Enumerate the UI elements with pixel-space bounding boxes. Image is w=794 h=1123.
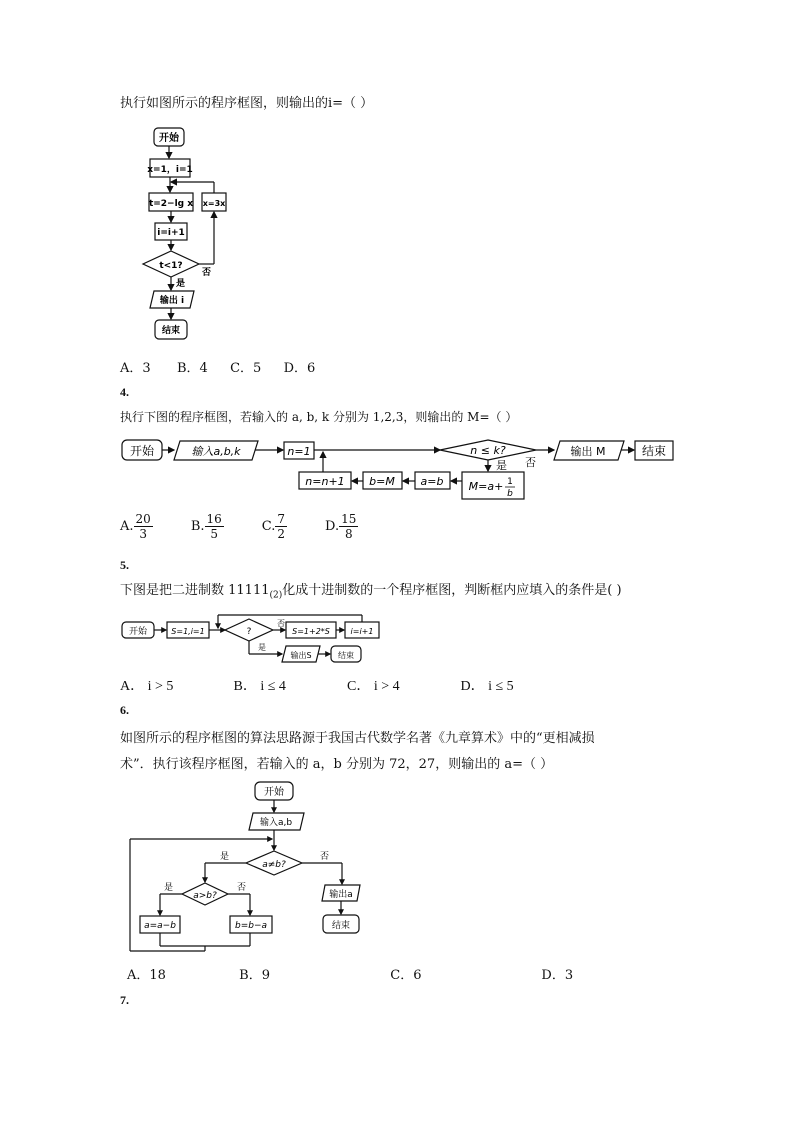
q6-stem — [120, 726, 595, 778]
q6-flowchart — [120, 778, 380, 958]
q3-loop-text: x=3x — [202, 199, 226, 208]
q5-flowchart — [118, 612, 388, 664]
q4-cond-text: n ≤ k? — [470, 444, 506, 457]
q3-stem: 执行如图所示的程序框图，则输出的i=（ ） — [120, 96, 374, 111]
q3-flowchart — [140, 122, 250, 347]
q5-s-text: S=1+2*S — [292, 627, 330, 636]
q4-input-text: 输入a,b,k — [191, 445, 241, 458]
q4-option-b[interactable]: B. $\frac{16}{5}$ — [190, 512, 222, 541]
q4-option-a[interactable]: A. $\frac{20}{3}$ — [120, 512, 151, 541]
q4-m-den: b — [507, 489, 513, 499]
q4-option-d[interactable]: D. $\frac{15}{8}$ — [325, 512, 357, 541]
q5-number: 5. — [120, 558, 129, 572]
q3-yes-text: 是 — [176, 279, 186, 289]
q3-option-c[interactable]: C．5 — [230, 361, 262, 376]
q6-yes2-text: 是 — [164, 883, 174, 893]
q4-m-num: 1 — [507, 477, 513, 487]
q6-input-text: 输入a,b — [259, 818, 293, 828]
q5-inc-text: i=i+1 — [350, 627, 374, 636]
q5-yes-text: 是 — [258, 643, 266, 652]
q4-yes-text: 是 — [496, 459, 507, 472]
q5-end-text: 结束 — [338, 651, 354, 660]
q6-number: 6. — [120, 703, 129, 717]
q3-end-text: 结束 — [161, 326, 181, 336]
q3-no-text: 否 — [202, 268, 212, 278]
q4-ab-text: a=b — [420, 475, 444, 488]
q4-options — [120, 512, 358, 541]
q6-yes-text: 是 — [220, 852, 230, 862]
q6-option-c[interactable]: C．6 — [390, 968, 422, 983]
q5-option-c[interactable]: C． i > 4 — [347, 679, 400, 694]
q4-inc-text: n=n+1 — [305, 475, 345, 488]
q5-init-text: S=1,i=1 — [171, 627, 205, 636]
q4-m-text: M=a+ — [468, 480, 504, 493]
q6-options — [127, 964, 573, 983]
q3-option-a[interactable]: A．3 — [120, 361, 151, 376]
q6-stem-line-1: 如图所示的程序框图的算法思路源于我国古代数学名著《九章算术》中的“更相减损 — [120, 731, 595, 746]
q3-options — [120, 357, 315, 376]
q6-out-text: 输出a — [329, 890, 353, 900]
q6-left-text: a=a−b — [144, 921, 176, 931]
q6-stem-line-2: 术”．执行该程序框图，若输入的 a，b 分别为 72，27，则输出的 a=（ ） — [120, 757, 554, 772]
q4-option-c[interactable]: C. $\frac{7}{2}$ — [261, 512, 286, 541]
q4-bm-text: b=M — [369, 475, 395, 488]
q5-option-a[interactable]: A． i > 5 — [120, 679, 174, 694]
q6-option-a[interactable]: A．18 — [127, 968, 166, 983]
q6-end-text: 结束 — [331, 921, 351, 931]
q6-option-d[interactable]: D．3 — [541, 968, 574, 983]
q3-start-text: 开始 — [159, 133, 179, 144]
q6-right-text: b=b−a — [234, 921, 268, 931]
q4-start-text: 开始 — [129, 444, 155, 458]
q3-cond-text: t<1? — [159, 261, 183, 271]
q6-no2-text: 否 — [237, 883, 247, 893]
q7-number: 7. — [120, 993, 129, 1007]
q4-no-text: 否 — [525, 456, 536, 469]
q5-option-d[interactable]: D． i ≤ 5 — [460, 679, 514, 694]
q5-stem: 下图是把二进制数 $11111_{(2)}$化成十进制数的一个程序框图，判断框内应填入的条件是( ) — [120, 583, 622, 601]
q4-flowchart — [118, 432, 678, 504]
q5-no-text: 否 — [277, 619, 285, 628]
q5-cond-text: ? — [246, 627, 252, 637]
q6-no-text: 否 — [320, 852, 330, 862]
q6-option-b[interactable]: B．9 — [239, 968, 270, 983]
q5-options — [120, 675, 514, 695]
q5-start-text: 开始 — [128, 627, 148, 637]
q3-init-text: x=1，i=1 — [147, 165, 193, 175]
q4-out-text: 输出 M — [570, 445, 606, 458]
q4-init-text: n=1 — [287, 445, 311, 458]
q4-end-text: 结束 — [641, 444, 667, 458]
q3-option-d[interactable]: D．6 — [283, 361, 316, 376]
q5-out-text: 输出S — [290, 651, 312, 660]
q3-out-text: 输出 i — [159, 296, 185, 306]
q4-stem: 执行下图的程序框图，若输入的 a, b, k 分别为 1,2,3，则输出的 M=（ ） — [120, 410, 518, 424]
q6-cond1-text: a≠b? — [262, 860, 286, 870]
q4-number: 4. — [120, 385, 129, 399]
q3-inc-text: i=i+1 — [157, 228, 185, 238]
q6-start-text: 开始 — [264, 787, 284, 798]
q3-option-b[interactable]: B．4 — [176, 361, 208, 376]
q6-cond2-text: a>b? — [193, 891, 217, 901]
q5-option-b[interactable]: B． i ≤ 4 — [233, 679, 286, 694]
q3-t-text: t=2−lg x — [148, 199, 194, 209]
